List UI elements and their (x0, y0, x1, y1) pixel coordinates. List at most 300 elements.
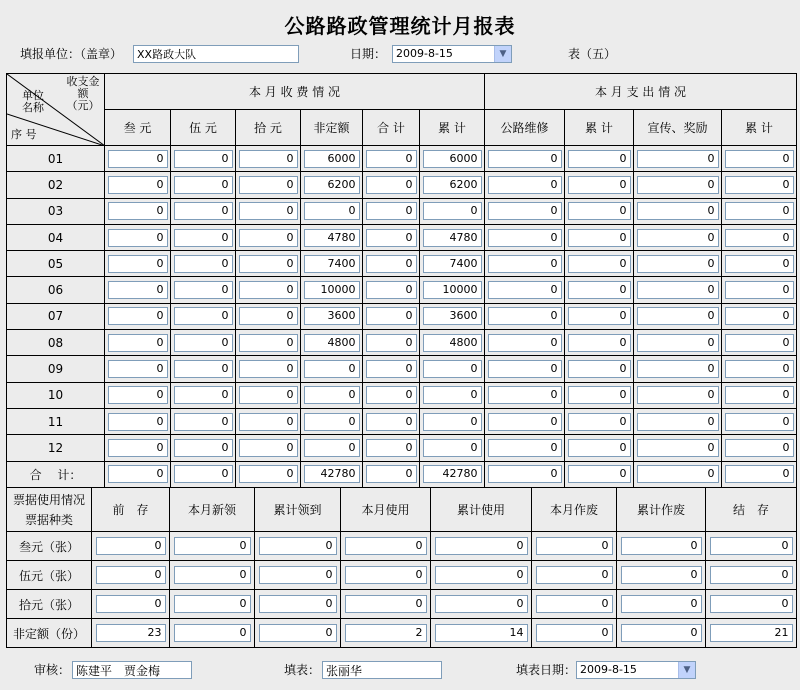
table-row (7, 303, 797, 329)
ticket-value-cell (341, 532, 431, 561)
value-input[interactable]: 0 (239, 202, 298, 220)
chevron-down-icon[interactable]: ▼ (678, 662, 695, 678)
ticket-table (6, 487, 797, 648)
value-cell (722, 224, 797, 250)
value-input[interactable]: 0 (725, 465, 794, 483)
value-cell (722, 251, 797, 277)
value-input[interactable]: 0 (637, 360, 719, 378)
value-input[interactable]: 0 (239, 176, 298, 194)
ticket-value-cell (170, 619, 255, 648)
value-input[interactable]: 0 (725, 255, 794, 273)
value-input[interactable]: 0 (488, 307, 562, 325)
ticket-value-cell (431, 619, 532, 648)
value-input[interactable]: 0 (304, 386, 360, 404)
value-cell (722, 461, 797, 487)
value-input[interactable]: 7400 (304, 255, 360, 273)
ticket-value-input[interactable]: 0 (96, 537, 166, 555)
ticket-value-input[interactable]: 0 (174, 566, 251, 584)
value-input[interactable]: 4800 (304, 334, 360, 352)
value-input[interactable]: 0 (725, 439, 794, 457)
value-input[interactable]: 0 (304, 202, 360, 220)
value-cell (363, 435, 420, 461)
value-input[interactable]: 0 (108, 413, 168, 431)
ticket-value-input[interactable]: 0 (259, 566, 337, 584)
value-cell (722, 172, 797, 198)
value-cell (565, 330, 634, 356)
value-cell (485, 198, 565, 224)
value-input[interactable]: 0 (725, 413, 794, 431)
value-input[interactable]: 0 (637, 281, 719, 299)
ticket-value-cell (92, 532, 170, 561)
value-input[interactable]: 0 (637, 229, 719, 247)
value-input[interactable]: 0 (637, 202, 719, 220)
ticket-value-cell (431, 532, 532, 561)
value-input[interactable]: 0 (637, 334, 719, 352)
value-input[interactable]: 0 (239, 229, 298, 247)
value-input[interactable]: 0 (488, 334, 562, 352)
value-input[interactable]: 0 (239, 255, 298, 273)
table-row (7, 277, 797, 303)
income-column-header: 合 计 (363, 110, 420, 146)
ticket-value-input[interactable]: 0 (345, 537, 427, 555)
value-input[interactable]: 0 (725, 150, 794, 168)
value-input[interactable]: 0 (174, 334, 233, 352)
income-column-header: 非定额 (301, 110, 363, 146)
value-input[interactable]: 0 (108, 307, 168, 325)
value-input[interactable]: 0 (568, 386, 631, 404)
ticket-value-input[interactable]: 0 (536, 624, 613, 642)
value-cell (565, 382, 634, 408)
value-input[interactable]: 0 (725, 360, 794, 378)
value-cell (171, 382, 236, 408)
value-input[interactable]: 0 (108, 439, 168, 457)
value-cell (105, 224, 171, 250)
value-input[interactable]: 0 (637, 255, 719, 273)
chevron-down-icon[interactable]: ▼ (494, 46, 511, 62)
table-row (7, 146, 797, 172)
row-label: 08 (7, 330, 105, 356)
value-input[interactable]: 0 (725, 334, 794, 352)
value-input[interactable]: 0 (568, 307, 631, 325)
value-input[interactable]: 0 (725, 176, 794, 194)
value-cell (236, 303, 301, 329)
value-input[interactable]: 0 (488, 439, 562, 457)
value-cell (485, 330, 565, 356)
income-group-header: 本 月 收 费 情 况 (105, 74, 485, 110)
value-cell (363, 356, 420, 382)
ticket-value-cell (255, 532, 341, 561)
ticket-value-input[interactable]: 0 (536, 566, 613, 584)
row-label: 02 (7, 172, 105, 198)
value-input[interactable]: 0 (239, 334, 298, 352)
value-input[interactable]: 0 (366, 281, 417, 299)
value-input[interactable]: 0 (568, 465, 631, 483)
income-column-header: 宣传、奖励 (634, 110, 722, 146)
value-cell (105, 303, 171, 329)
value-input[interactable]: 0 (366, 150, 417, 168)
value-input[interactable]: 0 (637, 307, 719, 325)
value-input[interactable]: 0 (568, 150, 631, 168)
ticket-value-input[interactable]: 0 (621, 595, 702, 613)
ticket-column-header: 累计领到 (255, 488, 341, 532)
row-label: 07 (7, 303, 105, 329)
value-input[interactable]: 0 (568, 281, 631, 299)
ticket-row-label: 伍元（张） (7, 561, 92, 590)
review-label: 审核： (34, 663, 71, 677)
ticket-value-cell (341, 619, 431, 648)
value-input[interactable]: 0 (366, 413, 417, 431)
value-input[interactable]: 0 (304, 439, 360, 457)
value-cell (301, 408, 363, 434)
value-cell (301, 435, 363, 461)
value-cell (301, 277, 363, 303)
value-cell (363, 198, 420, 224)
value-input[interactable]: 0 (304, 360, 360, 378)
value-input[interactable]: 0 (637, 176, 719, 194)
value-input[interactable]: 10000 (423, 281, 482, 299)
value-input[interactable]: 0 (108, 465, 168, 483)
table-row (7, 619, 797, 648)
value-input[interactable]: 0 (174, 281, 233, 299)
ticket-value-input[interactable]: 0 (621, 537, 702, 555)
value-input[interactable]: 4780 (423, 229, 482, 247)
date-value: 2009-8-15 (396, 47, 453, 60)
value-input[interactable]: 3600 (423, 307, 482, 325)
ticket-value-input[interactable]: 0 (435, 595, 528, 613)
ticket-value-input[interactable]: 0 (96, 595, 166, 613)
ticket-value-cell (532, 561, 617, 590)
table-number: 表（五） (568, 47, 617, 61)
value-cell (105, 408, 171, 434)
value-cell (171, 435, 236, 461)
value-input[interactable]: 0 (239, 307, 298, 325)
value-input[interactable]: 6200 (304, 176, 360, 194)
value-input[interactable]: 0 (568, 229, 631, 247)
ticket-value-input[interactable]: 0 (345, 595, 427, 613)
value-cell (236, 356, 301, 382)
value-input[interactable]: 0 (568, 334, 631, 352)
value-input[interactable]: 0 (108, 334, 168, 352)
value-cell (171, 277, 236, 303)
income-column-header: 累 计 (565, 110, 634, 146)
value-input[interactable]: 0 (488, 176, 562, 194)
value-input[interactable]: 0 (488, 465, 562, 483)
fill-date-select[interactable] (576, 661, 696, 679)
ticket-value-input[interactable]: 0 (345, 566, 427, 584)
value-input[interactable]: 3600 (304, 307, 360, 325)
ticket-value-input[interactable]: 0 (174, 595, 251, 613)
value-input[interactable]: 0 (174, 229, 233, 247)
ticket-value-input[interactable]: 0 (536, 595, 613, 613)
table-row (7, 435, 797, 461)
value-cell (420, 224, 485, 250)
value-cell (363, 408, 420, 434)
value-cell (485, 303, 565, 329)
value-input[interactable]: 0 (366, 360, 417, 378)
value-cell (105, 251, 171, 277)
table-row (7, 251, 797, 277)
filler-label: 填表： (284, 663, 321, 677)
income-column-header: 累 计 (420, 110, 485, 146)
value-cell (105, 172, 171, 198)
value-input[interactable]: 0 (366, 465, 417, 483)
value-input[interactable]: 0 (568, 413, 631, 431)
value-cell (363, 224, 420, 250)
value-input[interactable]: 0 (423, 386, 482, 404)
value-cell (236, 172, 301, 198)
value-input[interactable]: 0 (108, 255, 168, 273)
value-cell (236, 251, 301, 277)
filler-input[interactable]: 张丽华 (322, 661, 442, 679)
value-input[interactable]: 0 (637, 150, 719, 168)
value-input[interactable]: 0 (488, 202, 562, 220)
value-cell (301, 330, 363, 356)
value-input[interactable]: 0 (488, 150, 562, 168)
ticket-corner-bottom: 票据种类 (24, 512, 73, 527)
value-cell (634, 172, 722, 198)
ticket-row-label: 非定额（份） (7, 619, 92, 648)
date-label: 日期： (350, 47, 387, 61)
value-cell (485, 435, 565, 461)
ticket-value-input[interactable]: 0 (435, 566, 528, 584)
table-row (7, 561, 797, 590)
ticket-value-cell (532, 619, 617, 648)
value-cell (565, 277, 634, 303)
value-input[interactable]: 6200 (423, 176, 482, 194)
value-input[interactable]: 0 (239, 281, 298, 299)
income-expense-table (6, 73, 797, 488)
value-cell (105, 146, 171, 172)
value-input[interactable]: 0 (423, 439, 482, 457)
ticket-value-input[interactable]: 0 (259, 595, 337, 613)
ticket-value-input[interactable]: 0 (536, 537, 613, 555)
value-cell (171, 461, 236, 487)
ticket-value-input[interactable]: 0 (621, 624, 702, 642)
value-cell (420, 303, 485, 329)
ticket-value-cell (532, 532, 617, 561)
value-input[interactable]: 0 (423, 202, 482, 220)
value-cell (301, 461, 363, 487)
value-cell (236, 198, 301, 224)
row-label: 06 (7, 277, 105, 303)
value-cell (171, 251, 236, 277)
value-cell (363, 330, 420, 356)
ticket-value-input[interactable]: 0 (710, 537, 793, 555)
ticket-column-header: 累计使用 (431, 488, 532, 532)
ticket-value-input[interactable]: 0 (710, 566, 793, 584)
row-label: 11 (7, 408, 105, 434)
row-label: 03 (7, 198, 105, 224)
review-input[interactable]: 陈建平 贾金梅 (72, 661, 192, 679)
value-input[interactable]: 0 (108, 229, 168, 247)
value-cell (363, 382, 420, 408)
value-input[interactable]: 0 (568, 202, 631, 220)
ticket-value-cell (255, 561, 341, 590)
value-input[interactable]: 0 (637, 439, 719, 457)
value-input[interactable]: 0 (568, 176, 631, 194)
ticket-value-cell (170, 532, 255, 561)
ticket-value-input[interactable]: 0 (435, 537, 528, 555)
value-input[interactable]: 42780 (423, 465, 482, 483)
value-input[interactable]: 0 (366, 202, 417, 220)
ticket-value-input[interactable]: 0 (259, 624, 337, 642)
value-input[interactable]: 0 (637, 465, 719, 483)
value-input[interactable]: 0 (174, 465, 233, 483)
value-input[interactable]: 0 (174, 360, 233, 378)
value-input[interactable]: 0 (637, 386, 719, 404)
value-input[interactable]: 0 (488, 229, 562, 247)
value-cell (105, 356, 171, 382)
value-input[interactable]: 0 (239, 413, 298, 431)
ticket-value-input[interactable]: 14 (435, 624, 528, 642)
value-cell (565, 356, 634, 382)
value-input[interactable]: 0 (366, 334, 417, 352)
value-cell (105, 198, 171, 224)
corner-unit-label: 单位名称 (22, 89, 44, 114)
ticket-value-cell (706, 532, 797, 561)
value-input[interactable]: 0 (568, 360, 631, 378)
row-label: 01 (7, 146, 105, 172)
value-input[interactable]: 0 (304, 413, 360, 431)
ticket-column-header: 本月新领 (170, 488, 255, 532)
value-cell (634, 461, 722, 487)
income-column-header: 伍 元 (171, 110, 236, 146)
value-input[interactable]: 42780 (304, 465, 360, 483)
ticket-value-cell (431, 590, 532, 619)
value-input[interactable]: 0 (637, 413, 719, 431)
value-input[interactable]: 0 (239, 150, 298, 168)
value-input[interactable]: 6000 (304, 150, 360, 168)
value-input[interactable]: 6000 (423, 150, 482, 168)
value-input[interactable]: 0 (108, 281, 168, 299)
value-cell (171, 224, 236, 250)
value-input[interactable]: 0 (239, 360, 298, 378)
value-input[interactable]: 0 (174, 439, 233, 457)
value-cell (565, 224, 634, 250)
ticket-value-input[interactable]: 0 (96, 566, 166, 584)
value-cell (236, 330, 301, 356)
value-input[interactable]: 0 (108, 202, 168, 220)
row-label: 12 (7, 435, 105, 461)
value-input[interactable]: 0 (108, 150, 168, 168)
value-cell (565, 146, 634, 172)
value-cell (301, 224, 363, 250)
value-cell (301, 146, 363, 172)
ticket-row-label: 拾元（张） (7, 590, 92, 619)
value-input[interactable]: 0 (423, 413, 482, 431)
value-cell (420, 330, 485, 356)
value-input[interactable]: 0 (488, 386, 562, 404)
ticket-value-input[interactable]: 0 (710, 595, 793, 613)
value-cell (485, 224, 565, 250)
value-input[interactable]: 0 (488, 255, 562, 273)
value-input[interactable]: 10000 (304, 281, 360, 299)
ticket-value-cell (92, 590, 170, 619)
value-cell (565, 461, 634, 487)
unit-input[interactable]: XX路政大队 (133, 45, 299, 63)
ticket-value-input[interactable]: 2 (345, 624, 427, 642)
corner-amount-label: 收支金额（元） (66, 75, 100, 112)
value-input[interactable]: 0 (239, 386, 298, 404)
value-input[interactable]: 0 (725, 281, 794, 299)
value-input[interactable]: 0 (174, 255, 233, 273)
value-cell (420, 251, 485, 277)
value-input[interactable]: 0 (488, 360, 562, 378)
value-input[interactable]: 0 (366, 176, 417, 194)
value-input[interactable]: 0 (239, 439, 298, 457)
value-cell (236, 461, 301, 487)
date-select[interactable] (392, 45, 512, 63)
value-input[interactable]: 0 (725, 307, 794, 325)
value-input[interactable]: 4800 (423, 334, 482, 352)
value-cell (236, 277, 301, 303)
value-input[interactable]: 0 (568, 255, 631, 273)
value-input[interactable]: 0 (725, 386, 794, 404)
value-input[interactable]: 0 (174, 386, 233, 404)
value-cell (485, 408, 565, 434)
value-cell (363, 461, 420, 487)
value-input[interactable]: 0 (174, 307, 233, 325)
value-cell (301, 303, 363, 329)
value-input[interactable]: 0 (366, 307, 417, 325)
value-input[interactable]: 0 (239, 465, 298, 483)
ticket-value-input[interactable]: 0 (174, 537, 251, 555)
value-input[interactable]: 0 (174, 176, 233, 194)
ticket-value-input[interactable]: 23 (96, 624, 166, 642)
value-input[interactable]: 0 (488, 281, 562, 299)
value-cell (722, 198, 797, 224)
value-cell (105, 461, 171, 487)
value-input[interactable]: 0 (108, 386, 168, 404)
value-cell (722, 382, 797, 408)
ticket-value-input[interactable]: 0 (259, 537, 337, 555)
value-input[interactable]: 0 (366, 229, 417, 247)
value-cell (722, 146, 797, 172)
ticket-corner (7, 488, 92, 532)
value-cell (171, 356, 236, 382)
value-input[interactable]: 7400 (423, 255, 482, 273)
ticket-value-input[interactable]: 0 (174, 624, 251, 642)
row-label: 05 (7, 251, 105, 277)
value-input[interactable]: 0 (174, 413, 233, 431)
value-input[interactable]: 0 (366, 386, 417, 404)
value-input[interactable]: 4780 (304, 229, 360, 247)
value-cell (485, 382, 565, 408)
value-cell (565, 303, 634, 329)
income-column-header: 叁 元 (105, 110, 171, 146)
value-cell (105, 382, 171, 408)
value-cell (301, 356, 363, 382)
value-cell (722, 303, 797, 329)
value-input[interactable]: 0 (725, 202, 794, 220)
value-input[interactable]: 0 (423, 360, 482, 378)
ticket-value-cell (255, 619, 341, 648)
value-input[interactable]: 0 (488, 413, 562, 431)
value-input[interactable]: 0 (108, 176, 168, 194)
table-row (7, 382, 797, 408)
value-input[interactable]: 0 (725, 229, 794, 247)
ticket-value-cell (617, 590, 706, 619)
value-input[interactable]: 0 (366, 439, 417, 457)
value-input[interactable]: 0 (174, 202, 233, 220)
value-cell (236, 382, 301, 408)
value-input[interactable]: 0 (108, 360, 168, 378)
value-input[interactable]: 0 (366, 255, 417, 273)
value-input[interactable]: 0 (174, 150, 233, 168)
ticket-value-input[interactable]: 21 (710, 624, 793, 642)
value-input[interactable]: 0 (568, 439, 631, 457)
ticket-value-input[interactable]: 0 (621, 566, 702, 584)
